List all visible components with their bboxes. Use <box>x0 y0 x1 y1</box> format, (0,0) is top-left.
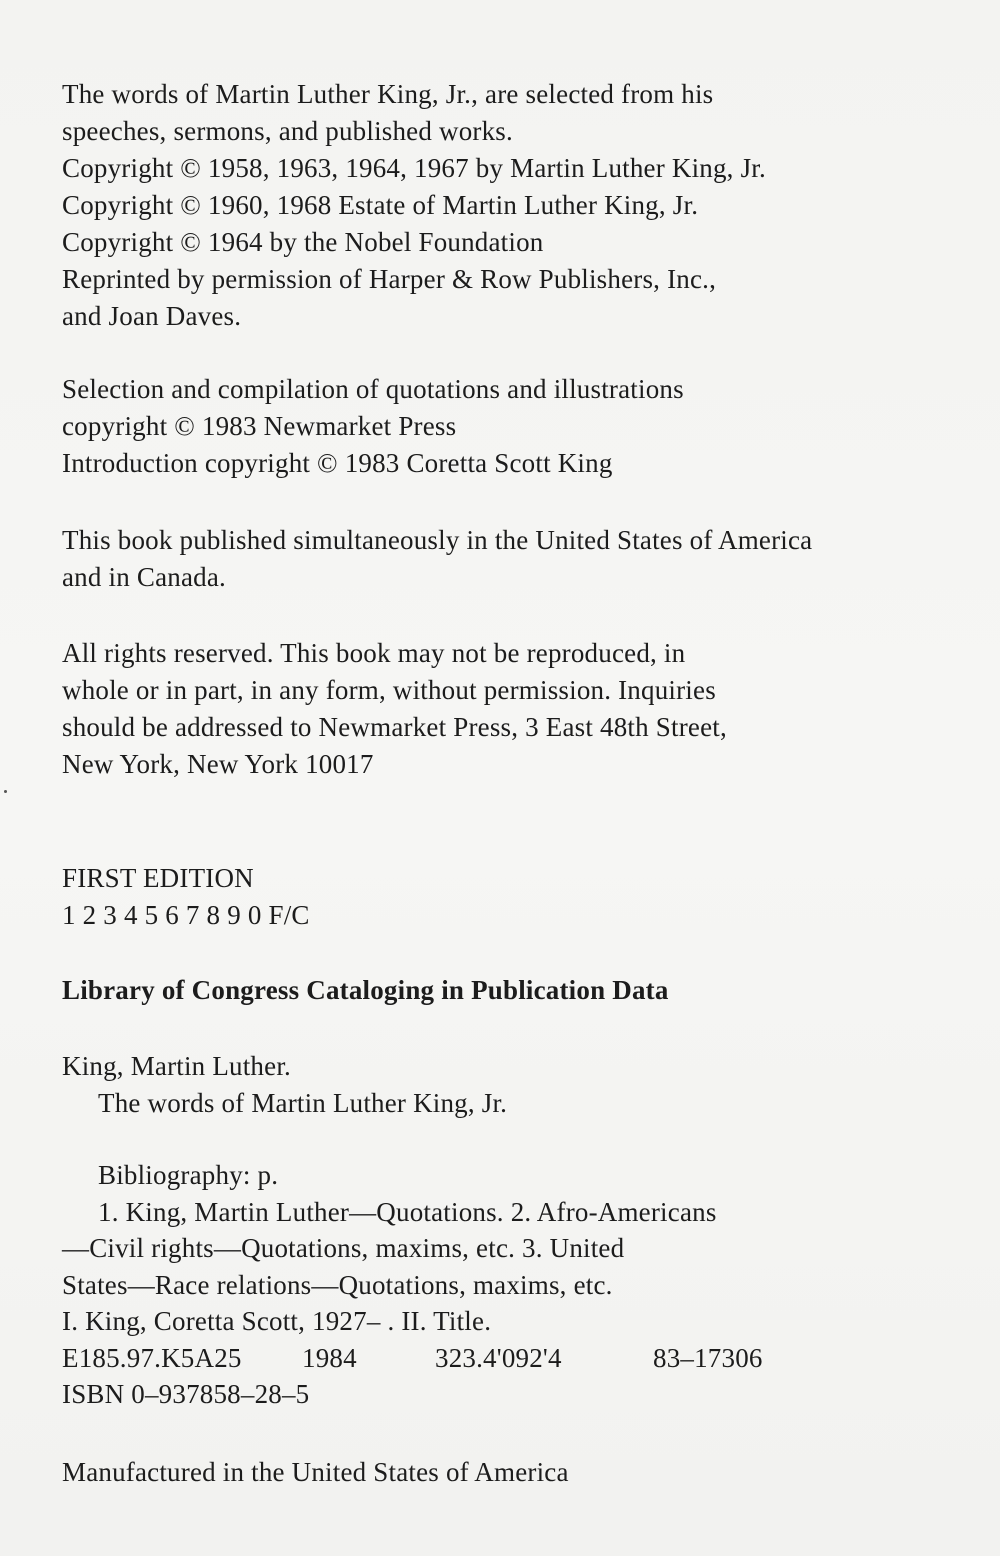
printing-line: 1 2 3 4 5 6 7 8 9 0 F/C <box>62 900 310 930</box>
edition-label: FIRST EDITION <box>62 863 254 893</box>
simultaneous-line: and in Canada. <box>62 562 226 592</box>
cip-added-entries: I. King, Coretta Scott, 1927– . II. Title. <box>62 1306 492 1336</box>
cip-heading <box>62 972 669 1009</box>
cip-title: The words of Martin Luther King, Jr. <box>98 1087 508 1118</box>
rights-line: All rights reserved. This book may not be reproduced, in <box>62 638 686 668</box>
copyright-line: speeches, sermons, and published works. <box>62 116 513 146</box>
selection-line: Introduction copyright © 1983 Coretta Scott King <box>62 448 613 478</box>
manufactured-block <box>62 1454 569 1491</box>
simultaneous-line: This book published simultaneously in the United States of America <box>62 525 813 555</box>
selection-line: copyright © 1983 Newmarket Press <box>62 411 457 441</box>
copyright-line: Copyright © 1960, 1968 Estate of Martin Luther King, Jr. <box>62 190 699 220</box>
cip-record <box>62 1048 763 1413</box>
rights-line: New York, New York 10017 <box>62 749 374 779</box>
paper-speck <box>4 790 7 793</box>
cip-year: 1984 <box>302 1342 357 1373</box>
copyright-block <box>62 76 766 335</box>
cip-subject-line: —Civil rights—Quotations, maxims, etc. 3. United <box>62 1233 625 1263</box>
cip-dewey: 323.4'092'4 <box>435 1342 562 1373</box>
copyright-line: and Joan Daves. <box>62 301 242 331</box>
rights-reserved-block <box>62 635 727 783</box>
simultaneous-publication-block <box>62 522 812 596</box>
cip-heading-text: Library of Congress Cataloging in Publication Data <box>62 975 669 1005</box>
manufactured-line: Manufactured in the United States of America <box>62 1457 569 1487</box>
cip-lccn: 83–17306 <box>653 1342 763 1373</box>
edition-block <box>62 860 310 934</box>
cip-classification-row <box>62 1340 763 1377</box>
rights-line: whole or in part, in any form, without permission. Inquiries <box>62 675 716 705</box>
cip-subject-line: States—Race relations—Quotations, maxims, etc. <box>62 1269 613 1300</box>
copyright-line: Copyright © 1958, 1963, 1964, 1967 by Martin Luther King, Jr. <box>62 153 766 183</box>
copyright-line: Copyright © 1964 by the Nobel Foundation <box>62 227 544 257</box>
cip-subject-line: 1. King, Martin Luther—Quotations. 2. Afro-Americans <box>98 1196 717 1227</box>
selection-block <box>62 371 684 482</box>
copyright-line: Reprinted by permission of Harper & Row Publishers, Inc., <box>62 264 717 294</box>
cip-isbn: ISBN 0–937858–28–5 <box>62 1379 310 1409</box>
cip-spacer <box>62 1121 763 1157</box>
copyright-line: The words of Martin Luther King, Jr., are selected from his <box>62 79 714 109</box>
rights-line: should be addressed to Newmarket Press, 3 East 48th Street, <box>62 712 727 742</box>
cip-call-number: E185.97.K5A25 <box>62 1342 242 1373</box>
cip-author: King, Martin Luther. <box>62 1051 291 1081</box>
selection-line: Selection and compilation of quotations and illustrations <box>62 374 684 404</box>
cip-bibliography: Bibliography: p. <box>98 1160 279 1190</box>
